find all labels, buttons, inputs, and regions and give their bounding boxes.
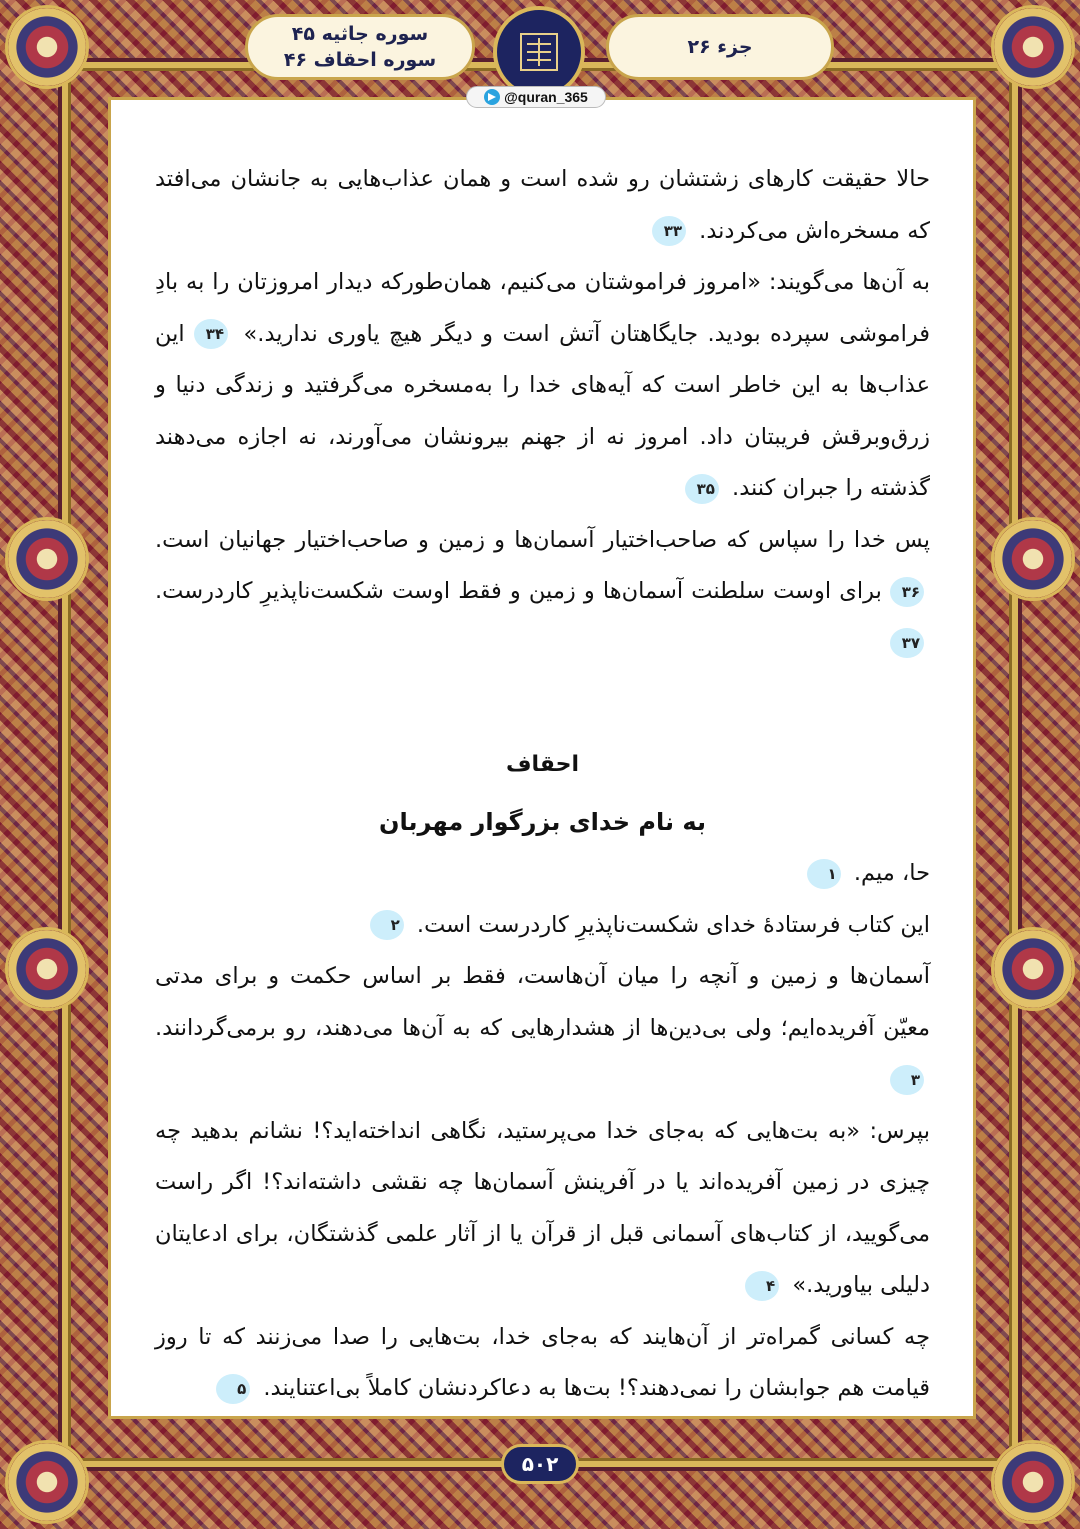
corner-medallion-bottom-right <box>994 1443 1072 1521</box>
verse-number-badge: ۳۵ <box>685 474 719 504</box>
side-medallion-right-bottom <box>994 930 1072 1008</box>
verse-text: برای اوست سلطنت آسمان‌ها و زمین و فقط اوست شکست‌ناپذیرِ کاردرست. <box>155 578 882 604</box>
corner-medallion-top-right <box>994 8 1072 86</box>
verse-text: چه کسانی گمراه‌تر از آن‌هایند که به‌جای خدا، بت‌هایی را صدا می‌زنند که تا روز قیامت هم جوابشان را نمی‌دهند؟! بت‌ها به دعاکردنشان کاملاً بی‌اعتنایند. <box>155 1323 930 1401</box>
quran-logo-icon <box>493 6 585 98</box>
telegram-handle[interactable] <box>466 86 606 108</box>
verse-number-badge: ۴ <box>745 1271 779 1301</box>
corner-medallion-bottom-left <box>8 1443 86 1521</box>
verse-number-badge: ۲ <box>370 910 404 940</box>
verse-paragraph <box>155 515 930 670</box>
verse-text: بپرس: «به بت‌هایی که به‌جای خدا می‌پرستید، نگاهی انداخته‌اید؟! نشانم بدهید چه چیزی در زمین آفریده‌اند یا در آفرینش آسمان‌ها چه نقشی داشته‌اند؟! اگر راست می‌گویید، از کتاب‌های آسمانی قبل از قرآن یا از آثار علمی گذشتگان، برای ادعایتان دلیلی بیاورید.» <box>155 1117 930 1298</box>
verse-paragraph <box>155 1312 930 1415</box>
verse-text: پس خدا را سپاس که صاحب‌اختیار آسمان‌ها و زمین و صاحب‌اختیار جهانیان است. <box>155 526 930 553</box>
verse-number-badge: ۳ <box>890 1065 924 1095</box>
surah-header <box>245 14 475 80</box>
side-medallion-left-top <box>8 520 86 598</box>
verse-text: به آن‌ها می‌گویند: «امروز فراموشتان می‌کنیم، همان‌طورکه دیدار امروزتان را به بادِ فراموشی سپرده بودید. جایگاهتان آتش است و دیگر هیچ یاوری ندارید.» <box>155 269 931 347</box>
verse-text: حالا حقیقت کارهای زشتشان رو شده است و همان عذاب‌هایی به جانشان می‌افتد که مسخره‌اش می‌کردند. <box>155 166 930 244</box>
side-medallion-right-top <box>994 520 1072 598</box>
side-medallion-left-bottom <box>8 930 86 1008</box>
verse-number-badge: ۳۴ <box>194 319 228 349</box>
surah-name-2: سوره احقاف ۴۶ <box>283 49 437 71</box>
handle-text: @quran_365 <box>504 89 588 105</box>
verse-paragraph <box>155 951 930 1106</box>
verse-text: آسمان‌ها و زمین و آنچه را میان آن‌هاست، فقط بر اساس حکمت و برای مدتی معیّن آفریده‌ایم؛ ولی بی‌دین‌ها از هشدارهایی که به آن‌ها می‌دهند، رو برمی‌گردانند. <box>155 963 930 1041</box>
page-number: ۵۰۲ <box>501 1444 579 1484</box>
verse-block-bottom <box>155 848 930 1415</box>
verse-paragraph <box>155 900 930 952</box>
verse-paragraph <box>155 1106 930 1312</box>
surah-name-1: سوره جاثیه ۴۵ <box>291 23 429 45</box>
juz-header <box>606 14 834 80</box>
verse-paragraph <box>155 257 930 515</box>
verse-number-badge: ۳۳ <box>652 216 686 246</box>
verse-text: این کتاب فرستادهٔ خدای شکست‌ناپذیرِ کاردرست است. <box>416 911 930 938</box>
bismillah: به نام خدای بزرگوار مهربان <box>379 808 706 836</box>
verse-number-badge: ۱ <box>807 859 841 889</box>
corner-medallion-top-left <box>8 8 86 86</box>
verse-number-badge: ۳۶ <box>890 577 924 607</box>
verse-block-top <box>155 154 930 669</box>
verse-text: این عذاب‌ها به این خاطر است که آیه‌های خدا را به‌مسخره می‌گرفتید و زندگی دنیا و زرق‌وبرقش فریبتان داد. امروز نه از جهنم بیرونشان می‌آورند، نه اجازه می‌دهند گذشته را جبران کنند. <box>155 320 930 501</box>
verse-paragraph <box>155 154 930 257</box>
juz-label: جزء ۲۶ <box>687 36 753 58</box>
verse-number-badge: ۵ <box>216 1374 250 1404</box>
telegram-icon <box>484 89 500 105</box>
verse-text: حا، میم. <box>853 860 930 886</box>
surah-title: احقاف <box>505 752 580 777</box>
verse-paragraph <box>155 848 930 900</box>
verse-number-badge: ۳۷ <box>890 628 924 658</box>
quran-logo-glyph <box>517 30 561 74</box>
